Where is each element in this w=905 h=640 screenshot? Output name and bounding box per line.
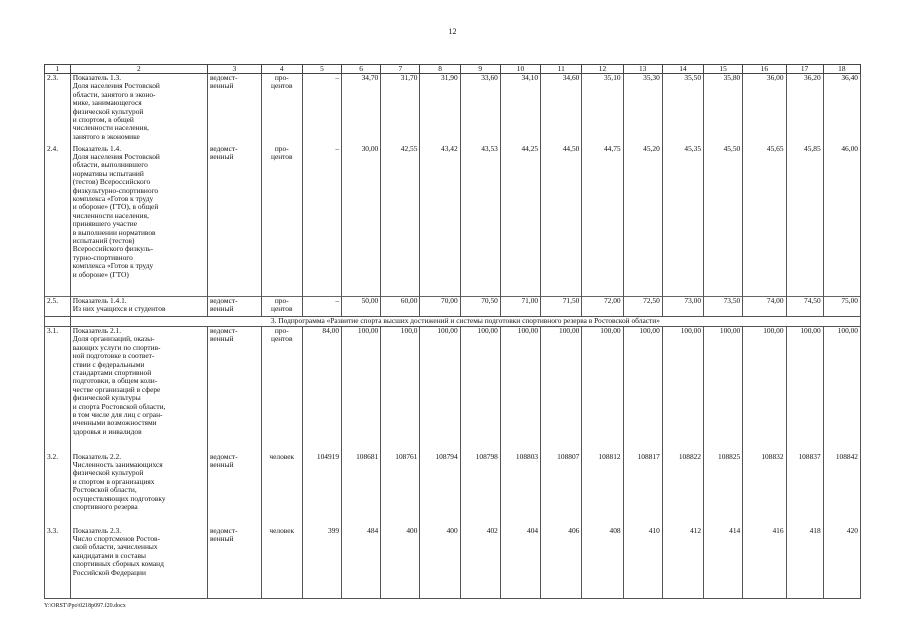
column-number: 14 <box>662 65 703 74</box>
value-cell: 100,00 <box>420 327 460 453</box>
value-cell: 108822 <box>662 453 703 527</box>
value-cell: 108681 <box>342 453 381 527</box>
value-cell: 50,00 <box>342 297 381 317</box>
value-cell: 418 <box>786 527 823 599</box>
row-code: 2.5. <box>45 297 71 317</box>
column-number: 16 <box>743 65 786 74</box>
value-cell: 44,25 <box>500 145 540 297</box>
value-cell: 100,00 <box>342 327 381 453</box>
section-code <box>45 317 71 327</box>
value-cell: 45,50 <box>704 145 743 297</box>
value-cell: 410 <box>623 527 662 599</box>
value-cell: 34,10 <box>500 74 540 145</box>
value-cell: 45,65 <box>743 145 786 297</box>
row-code: 3.1. <box>45 327 71 453</box>
value-cell: 31,70 <box>381 74 420 145</box>
value-cell: 44,50 <box>541 145 582 297</box>
value-cell: 404 <box>500 527 540 599</box>
value-cell: 406 <box>541 527 582 599</box>
value-cell: – <box>302 74 341 145</box>
value-cell: 100,00 <box>662 327 703 453</box>
value-cell: 420 <box>823 527 860 599</box>
table-row <box>45 145 861 297</box>
value-cell: 402 <box>460 527 500 599</box>
indicator-type: ведомст- венный <box>207 297 261 317</box>
value-cell: 108761 <box>381 453 420 527</box>
column-number: 15 <box>704 65 743 74</box>
value-cell: 70,50 <box>460 297 500 317</box>
unit: про- центов <box>261 74 302 145</box>
value-cell: 100,00 <box>743 327 786 453</box>
value-cell: 45,35 <box>662 145 703 297</box>
value-cell: 108837 <box>786 453 823 527</box>
row-code: 3.3. <box>45 527 71 599</box>
value-cell: 42,55 <box>381 145 420 297</box>
value-cell: 100,00 <box>460 327 500 453</box>
value-cell: 108794 <box>420 453 460 527</box>
unit: про- центов <box>261 327 302 453</box>
value-cell: 100,00 <box>541 327 582 453</box>
indicator-name: Показатель 1.4.1. Из них учащихся и студентов <box>70 297 207 317</box>
value-cell: 84,00 <box>302 327 341 453</box>
value-cell: 104919 <box>302 453 341 527</box>
value-cell: 100,0 <box>381 327 420 453</box>
value-cell: 35,10 <box>582 74 623 145</box>
value-cell: 408 <box>582 527 623 599</box>
column-number: 1 <box>45 65 71 74</box>
value-cell: – <box>302 297 341 317</box>
value-cell: 45,85 <box>786 145 823 297</box>
table-row <box>45 453 861 527</box>
value-cell: 71,50 <box>541 297 582 317</box>
column-number: 13 <box>623 65 662 74</box>
value-cell: 100,00 <box>704 327 743 453</box>
indicator-name: Показатель 2.1. Доля организаций, оказы- вающих услуги по спортив- ной подготовке в соответ- ствии с федеральными стандартами спортивной подготовки, в общем коли- честве организаций в сфере физической культуры и спорта Ростовской области, в том числе для лиц с огран- иченными возможностями здоровья и инвалидов <box>70 327 207 453</box>
value-cell: 36,00 <box>743 74 786 145</box>
column-number: 6 <box>342 65 381 74</box>
value-cell: 100,00 <box>582 327 623 453</box>
column-number: 3 <box>207 65 261 74</box>
value-cell: 100,00 <box>500 327 540 453</box>
value-cell: 108832 <box>743 453 786 527</box>
value-cell: 108812 <box>582 453 623 527</box>
value-cell: 30,00 <box>342 145 381 297</box>
value-cell: 36,20 <box>786 74 823 145</box>
table-row <box>45 297 861 317</box>
value-cell: 416 <box>743 527 786 599</box>
value-cell: 72,00 <box>582 297 623 317</box>
indicators-table <box>44 64 861 599</box>
value-cell: 399 <box>302 527 341 599</box>
value-cell: 74,50 <box>786 297 823 317</box>
unit: человек <box>261 453 302 527</box>
value-cell: 35,50 <box>662 74 703 145</box>
value-cell: 36,40 <box>823 74 860 145</box>
row-code: 2.3. <box>45 74 71 145</box>
value-cell: – <box>302 145 341 297</box>
row-code: 2.4. <box>45 145 71 297</box>
column-number: 4 <box>261 65 302 74</box>
column-number: 7 <box>381 65 420 74</box>
indicator-type: ведомст- венный <box>207 527 261 599</box>
value-cell: 44,75 <box>582 145 623 297</box>
subprogram-title: 3. Подпрограмма «Развитие спорта высших достижений и системы подготовки спортивного резерва в Ростовской области» <box>70 317 860 327</box>
indicator-type: ведомст- венный <box>207 453 261 527</box>
column-number: 11 <box>541 65 582 74</box>
indicator-type: ведомст- венный <box>207 145 261 297</box>
value-cell: 34,70 <box>342 74 381 145</box>
indicator-name: Показатель 1.3. Доля населения Ростовской области, занятого в эконо- мике, занимающегося физической культурой и спортом, в общей численности населения, занятого в экономике <box>70 74 207 145</box>
value-cell: 484 <box>342 527 381 599</box>
column-number: 12 <box>582 65 623 74</box>
value-cell: 100,00 <box>623 327 662 453</box>
column-number: 17 <box>786 65 823 74</box>
value-cell: 34,60 <box>541 74 582 145</box>
value-cell: 70,00 <box>420 297 460 317</box>
value-cell: 73,50 <box>704 297 743 317</box>
table-row <box>45 74 861 145</box>
value-cell: 73,00 <box>662 297 703 317</box>
column-number: 10 <box>500 65 540 74</box>
value-cell: 100,00 <box>786 327 823 453</box>
column-number: 2 <box>70 65 207 74</box>
value-cell: 108807 <box>541 453 582 527</box>
unit: человек <box>261 527 302 599</box>
column-number: 9 <box>460 65 500 74</box>
column-number: 18 <box>823 65 860 74</box>
value-cell: 74,00 <box>743 297 786 317</box>
value-cell: 35,30 <box>623 74 662 145</box>
indicator-name: Показатель 2.2. Численность занимающихся физической культурой и спортом в организациях Ростовской области, осуществляющих подготовку спортивного резерва <box>70 453 207 527</box>
indicator-type: ведомст- венный <box>207 327 261 453</box>
footer-file-path: Y:\ORST\Ppo\0218p097.f20.docx <box>44 603 126 609</box>
value-cell: 72,50 <box>623 297 662 317</box>
value-cell: 35,80 <box>704 74 743 145</box>
unit: про- центов <box>261 145 302 297</box>
table-row <box>45 527 861 599</box>
value-cell: 31,90 <box>420 74 460 145</box>
value-cell: 108825 <box>704 453 743 527</box>
column-number-row <box>45 65 861 74</box>
value-cell: 45,20 <box>623 145 662 297</box>
table-body <box>45 65 861 599</box>
value-cell: 43,53 <box>460 145 500 297</box>
unit: про- центов <box>261 297 302 317</box>
value-cell: 100,00 <box>823 327 860 453</box>
value-cell: 108817 <box>623 453 662 527</box>
value-cell: 108798 <box>460 453 500 527</box>
value-cell: 414 <box>704 527 743 599</box>
value-cell: 33,60 <box>460 74 500 145</box>
indicator-name: Показатель 1.4. Доля населения Ростовской области, выполнившего нормативы испытаний (тестов) Всероссийского физкультурно-спортивного комплекса «Готов к труду и обороне» (ГТО), в общей численности населения, принявшего участие в выполнении нормативов испытаний (тестов) Всероссийского физкуль- турно-спортивного комплекса «Готов к труду и обороне» (ГТО) <box>70 145 207 297</box>
value-cell: 71,00 <box>500 297 540 317</box>
value-cell: 60,00 <box>381 297 420 317</box>
indicator-name: Показатель 2.3. Число спортсменов Ростов- ской области, зачисленных кандидатами в составы спортивных сборных команд Российской Федерации <box>70 527 207 599</box>
row-code: 3.2. <box>45 453 71 527</box>
value-cell: 75,00 <box>823 297 860 317</box>
value-cell: 400 <box>420 527 460 599</box>
table-row <box>45 327 861 453</box>
indicator-type: ведомст- венный <box>207 74 261 145</box>
column-number: 8 <box>420 65 460 74</box>
page-number: 12 <box>448 27 457 36</box>
value-cell: 108842 <box>823 453 860 527</box>
value-cell: 43,42 <box>420 145 460 297</box>
value-cell: 412 <box>662 527 703 599</box>
value-cell: 46,00 <box>823 145 860 297</box>
value-cell: 400 <box>381 527 420 599</box>
value-cell: 108803 <box>500 453 540 527</box>
section-row <box>45 317 861 327</box>
column-number: 5 <box>302 65 341 74</box>
